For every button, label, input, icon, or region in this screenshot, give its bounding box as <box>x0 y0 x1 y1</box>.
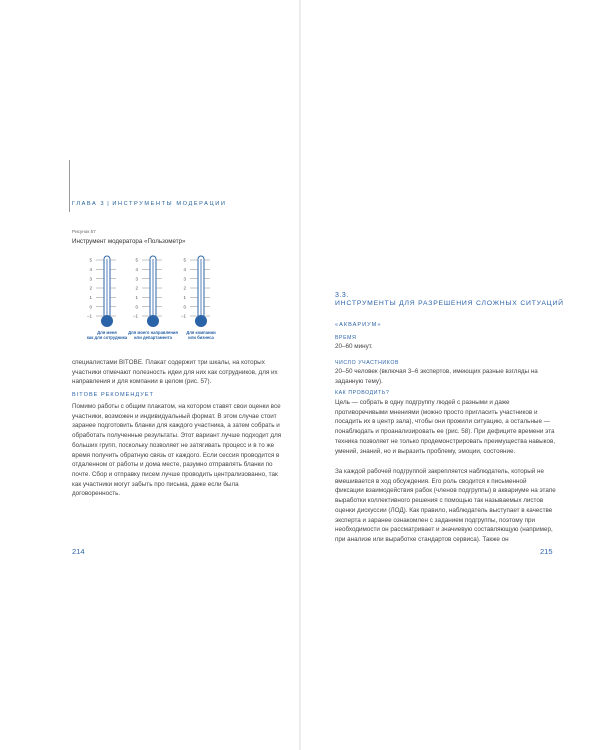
time-label: ВРЕМЯ <box>335 335 357 341</box>
chapter-title: ИНСТРУМЕНТЫ МОДЕРАЦИИ <box>112 201 227 207</box>
scale-tick-label: 5 <box>89 257 92 263</box>
chapter-header <box>72 201 226 207</box>
scale-tick-label: 1 <box>89 294 92 300</box>
scale-tick-label: 3 <box>183 276 186 282</box>
scale-tick-label: 5 <box>183 257 186 263</box>
participants-label: ЧИСЛО УЧАСТНИКОВ <box>335 360 400 366</box>
howto-paragraph-1: Цель — собрать в одну подгруппу людей с разными и даже противоречивыми мнениями (можно просто пригласить участников и посадить их в центр зала), чтобы они прожили ситуацию, а остальные — понаблюдать и проанализировать ее (рис. 58). При дефиците времени эта техника позволяет не только продемонстрировать преимущества навыков, умений, знаний, но и выразить проблему, эмоции, состояние. <box>335 399 556 455</box>
thermometer-label-line2: или бизнеса <box>188 335 214 340</box>
scale-tick-label: −1 <box>86 313 92 319</box>
thermometer-bulb <box>195 315 207 327</box>
thermometer-label-line2: как для сотрудника <box>86 335 128 340</box>
chapter-separator: | <box>107 201 111 207</box>
scale-tick-label: 0 <box>89 304 92 310</box>
scale-tick-label: 1 <box>183 294 186 300</box>
thermometer-bulb <box>101 315 113 327</box>
chapter-label: ГЛАВА 3 <box>72 201 106 207</box>
scale-tick-label: 0 <box>135 304 138 310</box>
scale-tick-label: 0 <box>183 304 186 310</box>
intro-paragraph: специалистами BITOBE. Плакат содержит три шкалы, на которых участники отмечают полезность идеи для них как сотрудников, для их направления и для компании в целом (рис. 57). <box>72 359 278 386</box>
page-number-right: 215 <box>540 547 553 556</box>
time-value: 20–60 минут. <box>335 343 373 350</box>
thermometer-bulb <box>147 315 159 327</box>
section-number: 3.3. <box>335 292 349 299</box>
figure-title: Инструмент модератора «Пользометр» <box>72 238 186 245</box>
page-number-left: 214 <box>72 547 85 556</box>
recommends-paragraph: Помимо работы с общим плакатом, на котором ставят свои оценки все участники, возможен и индивидуальный формат. В этом случае стоит заранее подготовить бланки для каждого участника, а затем собрать и обработать полученные результаты. Этот вариант лучше подходит для больших групп, поскольку позволяет не затягивать процесс и в то же время получить обратную связь от каждого. Если сессия проводится в отдаленном от работы и дома месте, разумно отправлять бланки по почте. Сбор и отправку писем лучше проводить централизованно, так как участники могут забыть про письма, даже если была договоренность. <box>72 403 282 498</box>
recommends-heading: BITOBE РЕКОМЕНДУЕТ <box>72 392 154 398</box>
scale-tick-label: 4 <box>89 266 92 272</box>
scale-tick-label: 1 <box>135 294 138 300</box>
howto-paragraph-2: За каждой рабочей подгруппой закрепляется наблюдатель, который не вмешивается в ход обсуждения. Его роль сводится к письменной фиксации взаимодействия рабок (членов подгруппы) в аквариуме на этапе выработки коллективного решения с помощью так называемых листов оценки дискуссии (ЛОД). Как правило, наблюдатель выступает в качестве эксперта и заранее ознакомлен с заданием подгруппы, поэтому при необходимости он рассматривает и значиевую составляющую (например, при анализе или выработке стандартов сервиса). Также он <box>335 468 556 543</box>
scale-tick-label: 5 <box>135 257 138 263</box>
scale-tick-label: 2 <box>183 285 186 291</box>
thermometer-label <box>166 330 236 340</box>
participants-value: 20–50 человек (включая 3–6 экспертов, имеющих разные взгляды на заданную тему). <box>335 368 538 385</box>
scale-tick-label: 4 <box>135 266 138 272</box>
thermometer-label-line1: Для моего направления <box>128 330 178 335</box>
scale-tick-label: 2 <box>135 285 138 291</box>
thermometer-company <box>166 252 236 347</box>
header-rule <box>69 160 70 212</box>
scale-tick-label: −1 <box>180 313 186 319</box>
section-title: ИНСТРУМЕНТЫ ДЛЯ РАЗРЕШЕНИЯ СЛОЖНЫХ СИТУАЦИЙ <box>335 300 564 307</box>
scale-tick-label: 3 <box>135 276 138 282</box>
thermometer-label-line1: Для компании <box>186 330 216 335</box>
scale-tick-label: 3 <box>89 276 92 282</box>
scale-tick-label: 4 <box>183 266 186 272</box>
tool-name: «АКВАРИУМ» <box>335 322 382 328</box>
thermometer-label-line1: Для меня <box>97 330 117 335</box>
thermometer-label-line2: или департамента <box>133 335 173 340</box>
figure-caption: Рисунок 57 <box>72 229 96 234</box>
howto-label: КАК ПРОВОДИТЬ? <box>335 390 390 396</box>
scale-tick-label: −1 <box>132 313 138 319</box>
scale-tick-label: 2 <box>89 285 92 291</box>
thermometer-icon <box>166 252 236 330</box>
